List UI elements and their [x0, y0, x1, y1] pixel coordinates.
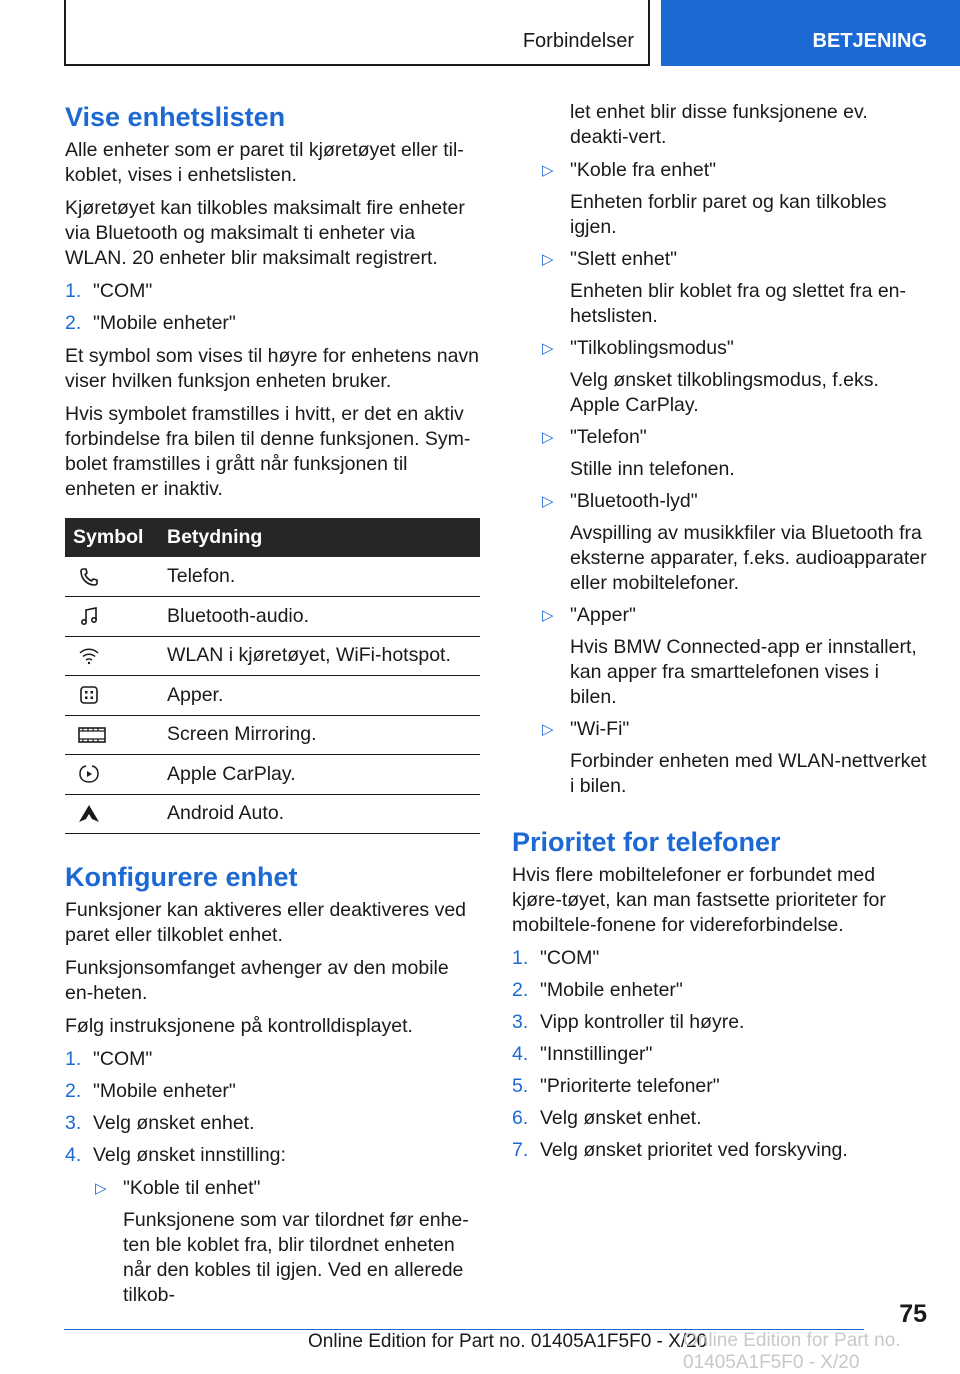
triangle-bullet-icon: ▷	[542, 607, 554, 624]
paragraph: Et symbol som vises til høyre for enhetens navn viser hvilken funksjon enheten bruker.	[65, 345, 480, 392]
step-text: Velg ønsket prioritet ved forskyving.	[540, 1139, 848, 1161]
option-description: Enheten blir koblet fra og slettet fra en-hetslisten.	[570, 280, 907, 327]
right-column	[512, 100, 930, 1171]
step-number: 2.	[512, 979, 529, 1001]
table-header-row	[65, 518, 480, 557]
step-item	[65, 311, 480, 336]
step-text: "COM"	[93, 1048, 153, 1070]
triangle-bullet-icon: ▷	[542, 493, 554, 510]
sub-option-item	[540, 336, 930, 418]
sub-options-list	[93, 1176, 480, 1308]
triangle-bullet-icon: ▷	[542, 251, 554, 268]
step-item	[512, 1074, 930, 1099]
step-number: 3.	[512, 1011, 529, 1033]
step-text: "COM"	[93, 280, 153, 302]
step-number: 1.	[65, 280, 82, 302]
step-number: 5.	[512, 1075, 529, 1097]
sub-option-item	[540, 717, 930, 799]
step-item	[512, 1138, 930, 1163]
heading-device-list: Vise enhetslisten	[65, 102, 286, 132]
sub-option-item	[540, 247, 930, 329]
option-label: "Koble fra enhet"	[570, 159, 717, 181]
continued-text: let enhet blir disse funksjonene ev. deakti-vert.	[570, 101, 868, 148]
step-item	[512, 1042, 930, 1067]
option-label: "Telefon"	[570, 426, 647, 448]
step-item	[65, 1111, 480, 1136]
option-label: "Apper"	[570, 604, 636, 626]
apps-icon	[77, 683, 101, 707]
step-item	[512, 946, 930, 971]
option-description: Velg ønsket tilkoblingsmodus, f.eks. Apple CarPlay.	[570, 369, 879, 416]
table-cell: Bluetooth-audio.	[167, 597, 480, 637]
chapter-tab	[661, 0, 960, 66]
paragraph: Hvis symbolet framstilles i hvitt, er det en aktiv forbindelse fra bilen til denne funksjonen. Sym-bolet framstilles i grått når funksjonen til enheten er inaktiv.	[65, 403, 471, 500]
page-number: 75	[899, 1300, 927, 1328]
table-row	[65, 597, 480, 637]
sub-option-item	[540, 158, 930, 240]
step-text: "Innstillinger"	[540, 1043, 653, 1065]
heading-phone-priority: Prioritet for telefoner	[512, 827, 781, 857]
steps-list	[65, 1047, 480, 1168]
section-tab	[64, 0, 650, 66]
option-description: Stille inn telefonen.	[570, 458, 735, 480]
option-description: Avspilling av musikkfiler via Bluetooth fra eksterne apparater, f.eks. audioapparater eller mobiltelefoner.	[570, 522, 927, 594]
heading-configure-device: Konfigurere enhet	[65, 862, 298, 892]
step-item	[65, 1143, 480, 1168]
steps-list	[65, 279, 480, 336]
option-description: Forbinder enheten med WLAN-nettverket i bilen.	[570, 750, 927, 797]
paragraph: Alle enheter som er paret til kjøretøyet eller til-koblet, vises i enhetslisten.	[65, 139, 464, 186]
table-row	[65, 755, 480, 795]
sub-option-item	[93, 1176, 480, 1308]
step-item	[512, 1010, 930, 1035]
left-column	[65, 100, 480, 1315]
table-row	[65, 794, 480, 834]
step-item	[65, 1047, 480, 1072]
table-cell: Telefon.	[167, 557, 480, 597]
section-title: Forbindelser	[522, 30, 634, 52]
step-text: "COM"	[540, 947, 600, 969]
steps-list	[512, 946, 930, 1163]
step-number: 1.	[512, 947, 529, 969]
table-cell: Apple CarPlay.	[167, 755, 480, 795]
triangle-bullet-icon: ▷	[542, 162, 554, 179]
option-label: "Wi-Fi"	[570, 718, 630, 740]
table-cell: WLAN i kjøretøyet, WiFi-hotspot.	[167, 636, 480, 676]
table-cell: Screen Mirroring.	[167, 715, 480, 755]
paragraph: Hvis flere mobiltelefoner er forbundet med kjøre-tøyet, kan man fastsette prioriteter for mobiltele-fonene for videreforbindelse.	[512, 864, 886, 936]
option-label: "Slett enhet"	[570, 248, 678, 270]
step-number: 4.	[512, 1043, 529, 1065]
triangle-bullet-icon: ▷	[542, 340, 554, 357]
column-header-meaning: Betydning	[167, 518, 480, 557]
step-text: "Mobile enheter"	[540, 979, 683, 1001]
table-cell: Android Auto.	[167, 794, 480, 834]
table-row	[65, 715, 480, 755]
step-text: Velg ønsket innstilling:	[93, 1144, 286, 1166]
chapter-title: BETJENING	[812, 30, 927, 52]
step-text: "Mobile enheter"	[93, 312, 236, 334]
step-number: 7.	[512, 1139, 529, 1161]
option-description: Funksjonene som var tilordnet før enhe-ten ble koblet fra, blir tilordnet enheten når den kobles til igjen. Ved en allerede tilkob-	[123, 1209, 469, 1306]
step-text: Vipp kontroller til høyre.	[540, 1011, 745, 1033]
symbol-table	[65, 518, 480, 834]
android-auto-icon	[77, 802, 101, 826]
step-number: 2.	[65, 1080, 82, 1102]
option-label: "Bluetooth-lyd"	[570, 490, 698, 512]
music-note-icon	[77, 604, 101, 628]
option-description: Enheten forblir paret og kan tilkobles igjen.	[570, 191, 887, 238]
step-item	[65, 1079, 480, 1104]
screen-mirroring-icon	[77, 723, 107, 747]
table-row	[65, 636, 480, 676]
step-number: 6.	[512, 1107, 529, 1129]
triangle-bullet-icon: ▷	[542, 721, 554, 738]
step-item	[65, 279, 480, 304]
edition-text: Online Edition for Part no. 01405A1F5F0 - X/20	[308, 1331, 708, 1352]
paragraph: Funksjoner kan aktiveres eller deaktiveres ved paret eller tilkoblet enhet.	[65, 899, 467, 946]
step-number: 3.	[65, 1112, 82, 1134]
page-header	[0, 0, 960, 66]
sub-option-item	[540, 425, 930, 482]
watermark-text: Online Edition for Part no. 01405A1F5F0 - X/20	[683, 1330, 901, 1373]
step-number: 4.	[65, 1144, 82, 1166]
table-row	[65, 557, 480, 597]
step-item	[512, 978, 930, 1003]
step-item	[512, 1106, 930, 1131]
table-row	[65, 676, 480, 716]
sub-option-item	[540, 489, 930, 596]
step-text: Velg ønsket enhet.	[540, 1107, 702, 1129]
step-text: "Prioriterte telefoner"	[540, 1075, 720, 1097]
step-number: 1.	[65, 1048, 82, 1070]
phone-icon	[77, 565, 101, 589]
option-label: "Koble til enhet"	[123, 1177, 261, 1199]
triangle-bullet-icon: ▷	[542, 429, 554, 446]
step-number: 2.	[65, 312, 82, 334]
column-header-symbol: Symbol	[65, 518, 167, 557]
table-cell: Apper.	[167, 676, 480, 716]
sub-option-item	[540, 603, 930, 710]
option-description: Hvis BMW Connected-app er innstallert, kan apper fra smarttelefonen vises i bilen.	[570, 636, 917, 708]
option-label: "Tilkoblingsmodus"	[570, 337, 734, 359]
step-text: "Mobile enheter"	[93, 1080, 236, 1102]
triangle-bullet-icon: ▷	[95, 1180, 107, 1197]
step-text: Velg ønsket enhet.	[93, 1112, 255, 1134]
paragraph: Kjøretøyet kan tilkobles maksimalt fire enheter via Bluetooth og maksimalt ti enheter via WLAN. 20 enheter blir maksimalt registrert.	[65, 197, 465, 269]
paragraph: Funksjonsomfanget avhenger av den mobile en-heten.	[65, 957, 449, 1004]
sub-options-list	[540, 158, 930, 799]
paragraph: Følg instruksjonene på kontrolldisplayet.	[65, 1015, 413, 1037]
carplay-icon	[77, 762, 101, 786]
wifi-icon	[77, 644, 101, 668]
